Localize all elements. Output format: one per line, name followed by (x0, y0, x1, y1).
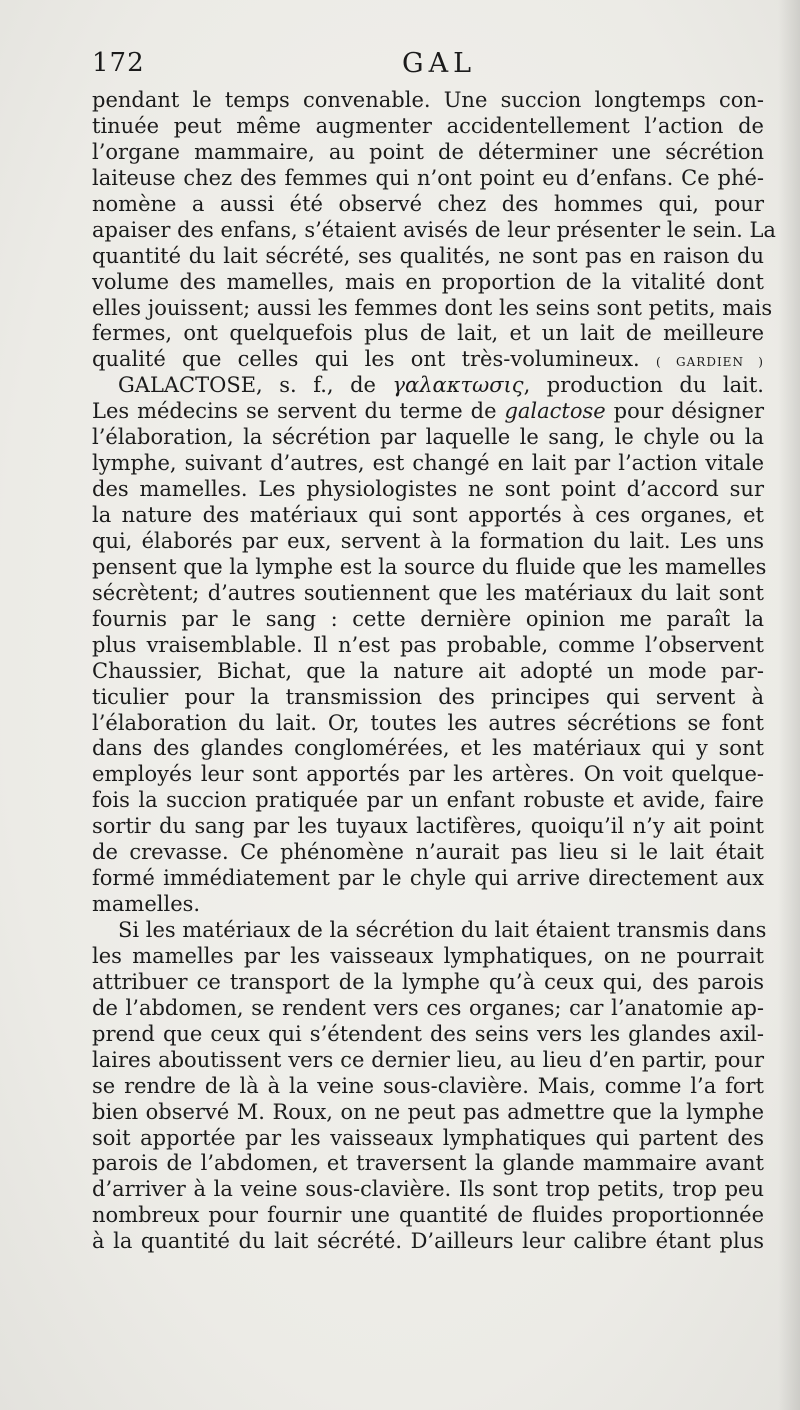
text-line: nomène a aussi été observé chez des hommes qui, pour (92, 191, 764, 216)
text-line: d’arriver à la veine sous-clavière. Ils sont trop petits, trop peu (92, 1177, 764, 1202)
text-line: plus vraisemblable. Il n’est pas probable, comme l’observent (92, 632, 764, 657)
text-line: laires aboutissent vers ce dernier lieu, au lieu d’en partir, pour (92, 1047, 764, 1072)
text-line: sortir du sang par les tuyaux lactifères, quoiqu’il n’y ait point (92, 814, 764, 839)
text-line: attribuer ce transport de la lymphe qu’à ceux qui, des parois (92, 969, 764, 994)
text-line: de l’abdomen, se rendent vers ces organes; car l’anatomie ap- (92, 995, 764, 1020)
text-line: lymphe, suivant d’autres, est changé en lait par l’action vitale (92, 451, 764, 476)
text-line: Chaussier, Bichat, que la nature ait adopté un mode par- (92, 658, 764, 683)
text-line: mamelles. (92, 892, 201, 917)
entry-headword: GALACTOSE, s. f., de (118, 373, 376, 398)
running-head (92, 48, 764, 84)
text-line: prend que ceux qui s’étendent des seins vers les glandes axil- (92, 1021, 764, 1046)
text-line: parois de l’abdomen, et traversent la glande mammaire avant (92, 1151, 764, 1176)
text-line: pensent que la lymphe est la source du fluide que les mamelles (92, 554, 767, 579)
text-line: fois la succion pratiquée par un enfant robuste et avide, faire (92, 788, 764, 813)
text-line: se rendre de là à la veine sous-clavière. Mais, comme l’a fort (92, 1073, 764, 1098)
text-line-with-signature (92, 347, 764, 373)
text-line: bien observé M. Roux, on ne peut pas admettre que la lymphe (92, 1099, 764, 1124)
text-line: dans des glandes conglomérées, et les matériaux qui y sont (92, 736, 764, 761)
text-line: apaiser des enfans, s’étaient avisés de leur présenter le sein. La (92, 217, 776, 242)
text-line-with-italic (92, 399, 764, 425)
text-line: Les médecins se servent du terme de (92, 399, 497, 424)
entry-headline-line: GALACTOSE, s. f., de γαλακτωσις, production du lait. (118, 373, 764, 398)
text-line: formé immédiatement par le chyle qui arrive directement aux (92, 866, 764, 891)
italic-term: galactose (504, 399, 606, 424)
author-signature: ( GARDIEN ) (655, 355, 764, 370)
text-line: soit apportée par les vaisseaux lymphatiques qui partent des (92, 1125, 764, 1150)
text-line: sécrètent; d’autres soutiennent que les matériaux du lait sont (92, 580, 764, 605)
text-line: pendant le temps convenable. Une succion longtemps con- (92, 88, 764, 112)
text-line: tinuée peut même augmenter accidentellement l’action de (92, 113, 764, 138)
text-line: de crevasse. Ce phénomène n’aurait pas lieu si le lait était (92, 840, 764, 865)
running-head-title: GAL (402, 48, 476, 79)
body-text (92, 88, 776, 1255)
text-line: qui, élaborés par eux, servent à la formation du lait. Les uns (92, 528, 764, 553)
text-line: fermes, ont quelquefois plus de lait, et un lait de meilleure (92, 321, 764, 346)
text-line: volume des mamelles, mais en proportion de la vitalité dont (92, 269, 764, 294)
text-line: les mamelles par les vaisseaux lymphatiques, on ne pourrait (92, 943, 764, 968)
text-line: quantité du lait sécrété, ses qualités, ne sont pas en raison du (92, 243, 764, 268)
text-line: laiteuse chez des femmes qui n’ont point eu d’enfans. Ce phé- (92, 165, 764, 190)
text-line: des mamelles. Les physiologistes ne sont point d’accord sur (92, 477, 764, 502)
text-line: l’élaboration, la sécrétion par laquelle le sang, le chyle ou la (92, 425, 764, 450)
text-line: l’élaboration du lait. Or, toutes les autres sécrétions se font (92, 710, 764, 735)
text-line: elles jouissent; aussi les femmes dont les seins sont petits, mais (92, 295, 773, 320)
text-line: ticulier pour la transmission des principes qui servent à (92, 684, 764, 709)
text-line: pour désigner (613, 399, 764, 424)
entry-definition: production du lait. (546, 373, 764, 398)
text-line: la nature des matériaux qui sont apportés à ces organes, et (92, 503, 764, 527)
page-number: 172 (92, 48, 145, 78)
text-line: nombreux pour fournir une quantité de fluides proportionnée (92, 1203, 764, 1228)
text-line: Si les matériaux de la sécrétion du lait étaient transmis dans (118, 918, 767, 942)
text-line: fournis par le sang : cette dernière opinion me paraît la (92, 606, 764, 631)
text-line: employés leur sont apportés par les artères. On voit quelque- (92, 762, 764, 787)
text-line: l’organe mammaire, au point de déterminer une sécrétion (92, 139, 764, 164)
text-line: qualité que celles qui les ont très-volumineux. (92, 347, 640, 372)
greek-etymon: γαλακτωσις (392, 373, 524, 398)
text-line: à la quantité du lait sécrété. D’ailleurs leur calibre étant plus (92, 1229, 764, 1254)
page-edge-shadow (778, 0, 800, 1410)
